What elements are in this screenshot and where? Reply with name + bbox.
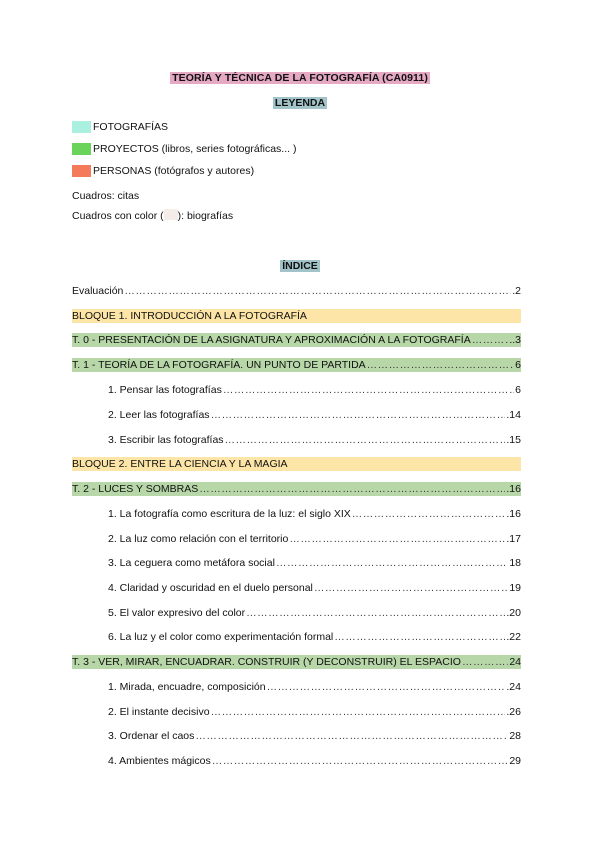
toc-entry-page: .15 [506, 434, 521, 446]
toc-entry[interactable] [72, 482, 521, 496]
toc-entry-page: 6 [515, 384, 521, 396]
toc-entry[interactable] [108, 630, 521, 644]
toc-entry-page: .2 [512, 285, 521, 297]
toc-entry-label: 4. Ambientes mágicos [108, 755, 211, 767]
toc-entry-page: .14 [506, 409, 521, 421]
toc-leader-dots [199, 482, 505, 496]
toc-entry[interactable] [108, 532, 521, 546]
toc-entry-label: 5. El valor expresivo del color [108, 607, 246, 619]
toc-entry-label: BLOQUE 2. ENTRE LA CIENCIA Y LA MAGIA [72, 458, 288, 470]
toc-leader-dots [124, 284, 511, 298]
toc-leader-dots [289, 532, 505, 546]
toc-entry[interactable] [72, 333, 521, 347]
toc-entry-page: .22 [506, 631, 521, 643]
toc-leader-dots [267, 680, 506, 694]
toc-leader-dots [334, 630, 505, 644]
toc-entry-label: 3. Escribir las fotografías [108, 434, 224, 446]
legend-item-personas [72, 165, 254, 177]
toc-entry-label: 2. El instante decisivo [108, 706, 210, 718]
toc-entry[interactable] [108, 680, 521, 694]
toc-entry[interactable] [72, 457, 521, 471]
indice-heading-text: ÍNDICE [282, 260, 318, 272]
toc-entry[interactable] [108, 729, 521, 743]
toc-entry-label: 2. Leer las fotografías [108, 409, 210, 421]
toc-entry[interactable] [72, 655, 521, 669]
legend-label: FOTOGRAFÍAS [93, 121, 169, 133]
toc-entry[interactable] [108, 581, 521, 595]
toc-entry-page: .16 [506, 483, 521, 495]
toc-leader-dots [195, 729, 508, 743]
toc-entry-label: Evaluación [72, 285, 124, 297]
toc-entry-page: ..3 [509, 334, 521, 346]
toc-entry[interactable] [72, 358, 521, 372]
legend-swatch-proyectos [72, 143, 91, 155]
legend-item-fotografias [72, 121, 168, 133]
toc-entry-page: .26 [506, 706, 521, 718]
toc-leader-dots [314, 581, 508, 595]
toc-entry[interactable] [108, 705, 521, 719]
toc-entry[interactable] [72, 309, 521, 323]
legend-cuadros: Cuadros: citas [72, 190, 140, 202]
toc-entry-label: T. 0 - PRESENTACIÓN DE LA ASIGNATURA Y APROXIMACIÓN A LA FOTOGRAFÍA [72, 334, 471, 346]
legend-item-proyectos [72, 143, 296, 155]
toc-entry-page: 29 [509, 755, 521, 767]
toc-entry-label: 3. La ceguera como metáfora social [108, 557, 275, 569]
indice-heading [0, 260, 600, 272]
toc-entry-label: 2. La luz como relación con el territorio [108, 533, 289, 545]
toc-entry-label: 1. La fotografía como escritura de la luz: el siglo XIX [108, 508, 351, 520]
toc-entry[interactable] [108, 408, 521, 422]
toc-entry-label: 1. Pensar las fotografías [108, 384, 222, 396]
toc-entry-page: .16 [506, 508, 521, 520]
legend-label: PERSONAS (fotógrafos y autores) [93, 165, 255, 177]
toc-entry-label: T. 2 - LUCES Y SOMBRAS [72, 483, 199, 495]
toc-entry[interactable] [108, 383, 521, 397]
toc-leader-dots [352, 507, 506, 521]
leyenda-heading [0, 97, 600, 109]
toc-entry-label: 1. Mirada, encuadre, composición [108, 681, 266, 693]
toc-entry-label: T. 1 - TEORÍA DE LA FOTOGRAFÍA. UN PUNTO DE PARTIDA [72, 359, 366, 371]
toc-entry[interactable] [108, 556, 521, 570]
toc-leader-dots [462, 655, 508, 669]
toc-entry-label: T. 3 - VER, MIRAR, ENCUADRAR. CONSTRUIR (Y DECONSTRUIR) EL ESPACIO [72, 656, 461, 668]
toc-leader-dots [246, 606, 505, 620]
legend-cuadros-color [72, 209, 233, 222]
toc-entry[interactable] [108, 507, 521, 521]
toc-leader-dots [225, 433, 506, 447]
toc-entry-page: .17 [506, 533, 521, 545]
toc-entry-page: 6 [515, 359, 521, 371]
toc-entry[interactable] [72, 284, 521, 298]
toc-leader-dots [472, 333, 509, 347]
toc-entry-label: 6. La luz y el color como experimentación formal [108, 631, 334, 643]
toc-entry-label: 3. Ordenar el caos [108, 730, 195, 742]
toc-leader-dots [367, 358, 514, 372]
legend-cuadros-color-before: Cuadros con color ( [72, 210, 164, 222]
toc-leader-dots [212, 754, 509, 768]
toc-entry[interactable] [108, 433, 521, 447]
legend-label: PROYECTOS (libros, series fotográficas... ) [93, 143, 297, 155]
toc-entry-page: 19 [509, 582, 521, 594]
leyenda-heading-text: LEYENDA [274, 97, 326, 109]
toc-entry[interactable] [108, 754, 521, 768]
legend-swatch-personas [72, 165, 91, 177]
toc-entry-page: .24 [506, 681, 521, 693]
biography-swatch [164, 209, 178, 220]
toc-entry-page: 28 [509, 730, 521, 742]
toc-entry[interactable] [108, 606, 521, 620]
toc-entry-page: 24 [509, 656, 521, 668]
toc-leader-dots [211, 408, 506, 422]
toc-leader-dots [211, 705, 506, 719]
document-title-text: TEORÍA Y TÉCNICA DE LA FOTOGRAFÍA (CA0911) [172, 72, 428, 84]
toc-entry-label: BLOQUE 1. INTRODUCCIÓN A LA FOTOGRAFÍA [72, 310, 307, 322]
legend-cuadros-color-after: ): biografías [177, 210, 234, 222]
toc-entry-page: .20 [506, 607, 521, 619]
document-title [0, 72, 600, 84]
toc-entry-page: 18 [509, 557, 521, 569]
toc-leader-dots [276, 556, 508, 570]
toc-entry-label: 4. Claridad y oscuridad en el duelo personal [108, 582, 313, 594]
toc-leader-dots [223, 383, 514, 397]
legend-swatch-fotografias [72, 121, 91, 133]
